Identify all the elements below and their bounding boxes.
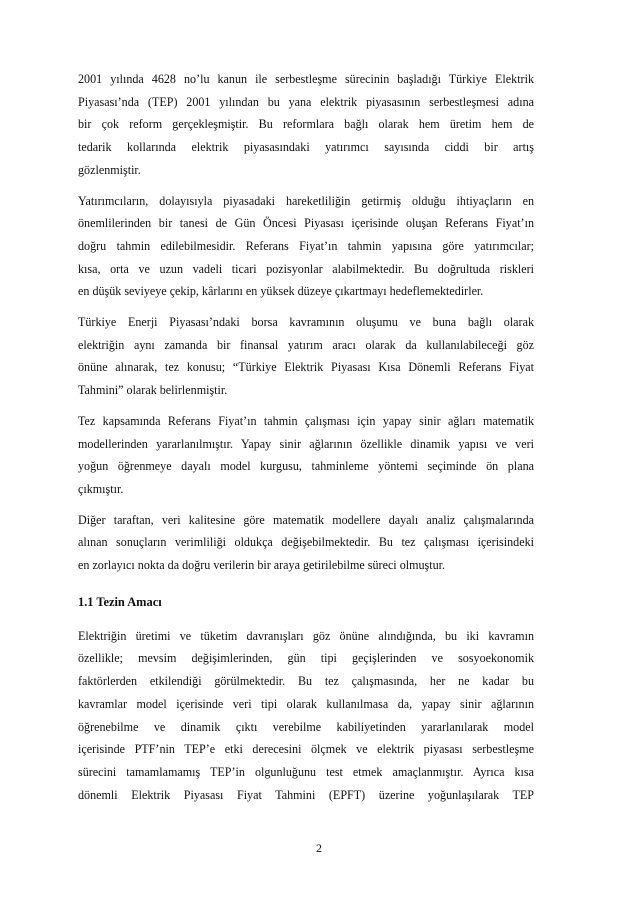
text-line: öğrenebilme ve dinamik çıktı verebilme kabiliyetinden yararlanılarak model (78, 719, 534, 734)
text-line: alınan sonuçların verimliliği oldukça değişebilmektedir. Bu tez çalışması içerisindeki (78, 535, 534, 550)
text-line: en düşük seviyeye çekip, kârlarını en yüksek düzeye çıkartmayı hedeflemektedirler. (78, 284, 484, 299)
text-line: dönemli Elektrik Piyasası Fiyat Tahmini (EPFT) üzerine yoğunlaşılarak TEP (78, 787, 534, 802)
text-line: çıkmıştır. (78, 481, 124, 496)
text-line: doğru tahmin edilebilmesidir. Referans Fiyat’ın tahmin yapısına göre yatırımcılar; (78, 238, 534, 253)
text-line: kısa, orta ve uzun vadeli ticari pozisyonlar alabilmektedir. Bu doğrultuda riskleri (78, 261, 534, 276)
paragraph-gap (78, 501, 534, 509)
text-line: önemlilerinden bir tanesi de Gün Öncesi Piyasası içerisinde oluşan Referans Fiyat’ın (78, 216, 534, 231)
text-line: Yatırımcıların, dolayısıyla piyasadaki hareketliliğin getirmiş olduğu ihtiyaçların en (78, 193, 534, 208)
text-line: Diğer taraftan, veri kalitesine göre matematik modellere dayalı analiz çalışmalarında (78, 512, 534, 527)
paragraph (78, 311, 534, 402)
text-line: Piyasası’nda (TEP) 2001 yılından bu yana elektrik piyasasının serbestleşmesi adına (78, 94, 534, 109)
text-line: Türkiye Enerji Piyasası’ndaki borsa kavramının oluşumu ve buna bağlı olarak (78, 315, 534, 330)
paragraph-gap (78, 402, 534, 410)
heading-gap (78, 613, 534, 625)
text-line: Elektriğin üretimi ve tüketim davranışları göz önüne alındığında, bu iki kavramın (78, 628, 534, 643)
text-line: en zorlayıcı nokta da doğru verilerin bir araya getirilebilme süreci olmuştur. (78, 558, 446, 573)
paragraph (78, 509, 534, 577)
text-line: önüne alınarak, tez konusu; “Türkiye Elektrik Piyasası Kısa Dönemli Referans Fiyat (78, 360, 534, 375)
section-gap (78, 577, 534, 591)
text-line: modellerinden yararlanılmıştır. Yapay sinir ağlarının özellikle dinamik yapısı ve veri (78, 436, 534, 451)
paragraph-gap (78, 303, 534, 311)
text-line: gözlenmiştir. (78, 162, 141, 177)
text-line: Tahmini” olarak belirlenmiştir. (78, 383, 228, 398)
paragraph-gap (78, 182, 534, 190)
text-line: sürecini tamamlamamış TEP’in olgunluğunu test etmek amaçlanmıştır. Ayrıca kısa (78, 764, 534, 779)
text-line: Tez kapsamında Referans Fiyat’ın tahmin çalışması için yapay sinir ağları matematik (78, 413, 534, 428)
text-line: tedarik kollarında elektrik piyasasındaki yatırımcı sayısında ciddi bir artış (78, 140, 534, 155)
text-line: 2001 yılında 4628 no’lu kanun ile serbestleşme sürecinin başladığı Türkiye Elektrik (78, 72, 534, 86)
text-line: kavramlar model içerisinde veri tipi olarak kullanılmasa da, yapay sinir ağlarının (78, 696, 534, 711)
text-line: içerisinde PTF’nin TEP’e etki derecesini ölçmek ve elektrik piyasası serbestleşme (78, 742, 534, 757)
text-line: yoğun öğrenmeye dayalı model kurgusu, tahminleme yöntemi seçiminde ön plana (78, 459, 534, 474)
text-line: faktörlerden etkilendiği görülmektedir. Bu tez çalışmasında, her ne kadar bu (78, 674, 534, 689)
paragraph (78, 625, 534, 807)
text-line: özellikle; mevsim değişimlerinden, gün tipi geçişlerinden ve sosyoekonomik (78, 651, 534, 666)
paragraph (78, 190, 534, 304)
paragraph (78, 410, 534, 501)
page-number: 2 (316, 841, 322, 855)
body-text-before-heading (78, 68, 534, 577)
text-line: bir çok reform gerçekleşmiştir. Bu reformlara bağlı olarak hem üretim hem de (78, 117, 534, 132)
text-line: elektriğin aynı zamanda bir finansal yatırım aracı olarak da kullanılabileceği göz (78, 337, 534, 352)
body-text-after-heading (78, 625, 534, 807)
section-heading: 1.1 Tezin Amacı (78, 594, 162, 609)
paragraph (78, 68, 534, 182)
